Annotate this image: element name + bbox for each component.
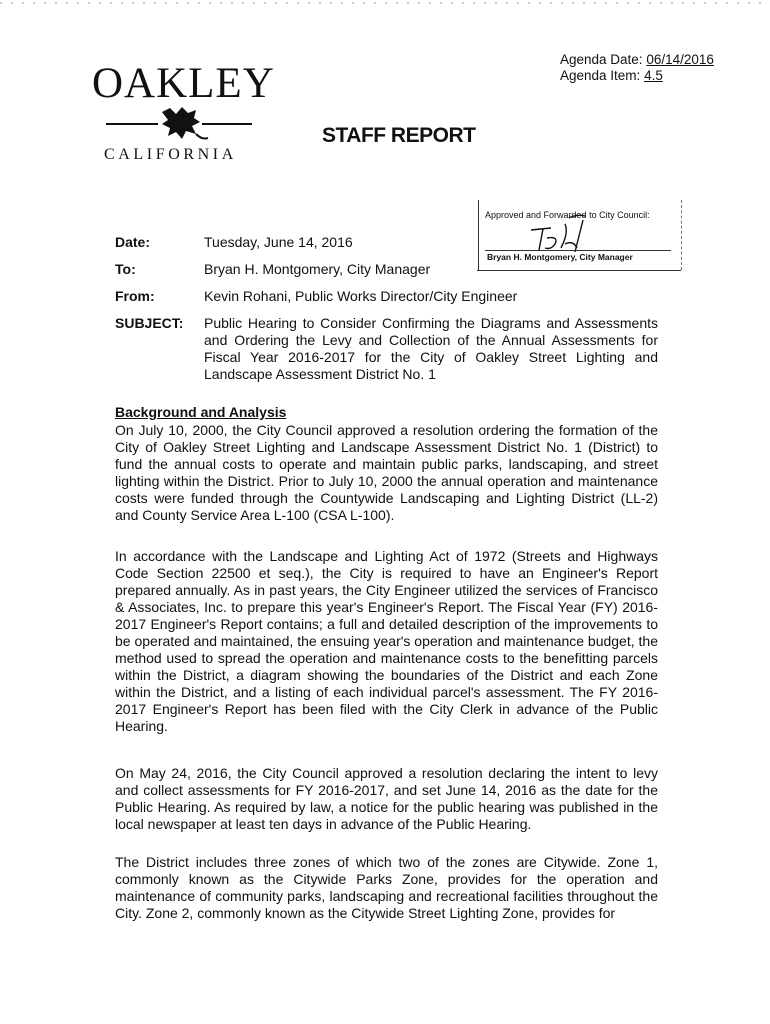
section-heading: Background and Analysis	[115, 404, 287, 420]
to-label: To:	[115, 261, 136, 277]
subject-text: Public Hearing to Consider Confirming the Diagrams and Assessments and Ordering the Levy and Collection of the Annual Assessments for Fiscal Year 2016-2017 for the City of Oakley Street Lighting and Landscape Assessment District No. 1	[204, 315, 658, 382]
paragraph-3: On May 24, 2016, the City Council approved a resolution declaring the intent to levy and collect assessments for FY 2016-2017, and set June 14, 2016 as the date for the Public Hearing. As required by law, a notice for the public hearing was published in the local newspaper at least ten days in advance of the Public Hearing.	[115, 765, 658, 832]
signature	[499, 214, 619, 254]
agenda-item: 4.5	[644, 68, 663, 83]
city-logo-name: OAKLEY	[92, 60, 275, 107]
city-logo-state: CALIFORNIA	[104, 146, 237, 163]
from-value: Kevin Rohani, Public Works Director/City Engineer	[204, 288, 518, 304]
approval-signer: Bryan H. Montgomery, City Manager	[487, 252, 633, 262]
agenda-date: 06/14/2016	[646, 52, 714, 67]
paragraph-4: The District includes three zones of which two of the zones are Citywide. Zone 1, commonly known as the Citywide Parks Zone, provides for the operation and maintenance of community parks, landscaping and recreational facilities throughout the City. Zone 2, commonly known as the Citywide Street Lighting Zone, provides for	[115, 854, 658, 921]
date-value: Tuesday, June 14, 2016	[204, 234, 353, 250]
approval-label: Approved and Forwarded to City Council:	[485, 210, 650, 220]
subject-label: SUBJECT:	[115, 315, 184, 331]
approval-box	[478, 200, 682, 270]
scan-edge-marks	[0, 0, 770, 12]
page-title: STAFF REPORT	[322, 124, 476, 147]
from-label: From:	[115, 288, 155, 304]
paragraph-2: In accordance with the Landscape and Lighting Act of 1972 (Streets and Highways Code Section 22500 et seq.), the City is required to have an Engineer's Report prepared annually. As in past years, the City Engineer utilized the services of Francisco & Associates, Inc. to prepare this year's Engineer's Report. The Fiscal Year (FY) 2016-2017 Engineer's Report contains; a full and detailed description of the improvements to be operated and maintained, the ensuing year's operation and maintenance budget, the method used to spread the operation and maintenance costs to the benefitting parcels within the District, a diagram showing the boundaries of the District and each Zone within the District, and a listing of each individual parcel's assessment. The FY 2016-2017 Engineer's Report has been filed with the City Clerk in advance of the Public Hearing.	[115, 548, 658, 734]
date-label: Date:	[115, 234, 151, 250]
agenda-date-label: Agenda Date:	[560, 52, 643, 67]
agenda-info	[560, 52, 714, 84]
agenda-item-label: Agenda Item:	[560, 68, 641, 83]
paragraph-1: On July 10, 2000, the City Council approved a resolution ordering the formation of the City of Oakley Street Lighting and Landscape Assessment District No. 1 (District) to fund the annual costs to operate and maintain public parks, landscaping, and street lighting within the District. Prior to July 10, 2000 the annual operation and maintenance costs were funded through the Countywide Landscaping and Lighting District (LL-2) and County Service Area L-100 (CSA L-100).	[115, 422, 658, 523]
to-value: Bryan H. Montgomery, City Manager	[204, 261, 431, 277]
oak-leaf-icon	[106, 104, 252, 144]
